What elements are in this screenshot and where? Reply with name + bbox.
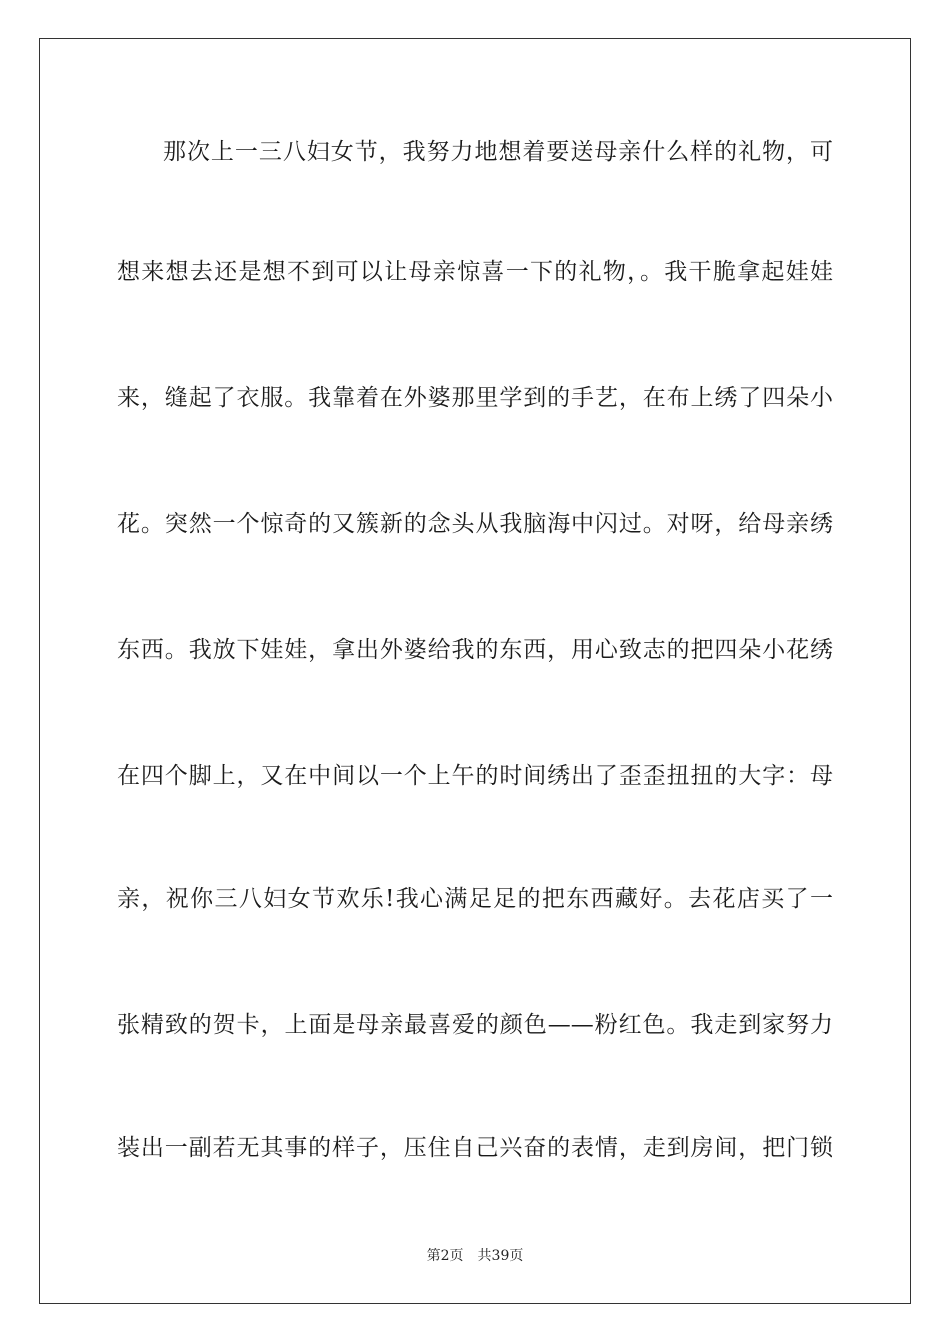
text-line-6: 在四个脚上，又在中间以一个上午的时间绣出了歪歪扭扭的大字：母 [117,763,833,789]
text-line-3: 来，缝起了衣服。我靠着在外婆那里学到的手艺，在布上绣了四朵小 [117,385,833,411]
page-number: 第2页 [426,1248,464,1264]
text-line-9: 装出一副若无其事的样子，压住自己兴奋的表情，走到房间，把门锁 [117,1135,833,1161]
page-footer [0,1247,950,1265]
text-line-8: 张精致的贺卡，上面是母亲最喜爱的颜色——粉红色。我走到家努力 [117,1012,833,1038]
text-line-1: 那次上一三八妇女节，我努力地想着要送母亲什么样的礼物，可 [163,139,833,165]
text-line-4: 花。突然一个惊奇的又簇新的念头从我脑海中闪过。对呀，给母亲绣 [117,511,833,537]
page-total: 共39页 [477,1248,524,1264]
text-line-7: 亲，祝你三八妇女节欢乐!我心满足足的把东西藏好。去花店买了一 [117,886,833,912]
text-line-2: 想来想去还是想不到可以让母亲惊喜一下的礼物，。我干脆拿起娃娃 [117,259,833,285]
page-frame [39,38,911,1304]
text-line-5: 东西。我放下娃娃，拿出外婆给我的东西，用心致志的把四朵小花绣 [117,637,833,663]
